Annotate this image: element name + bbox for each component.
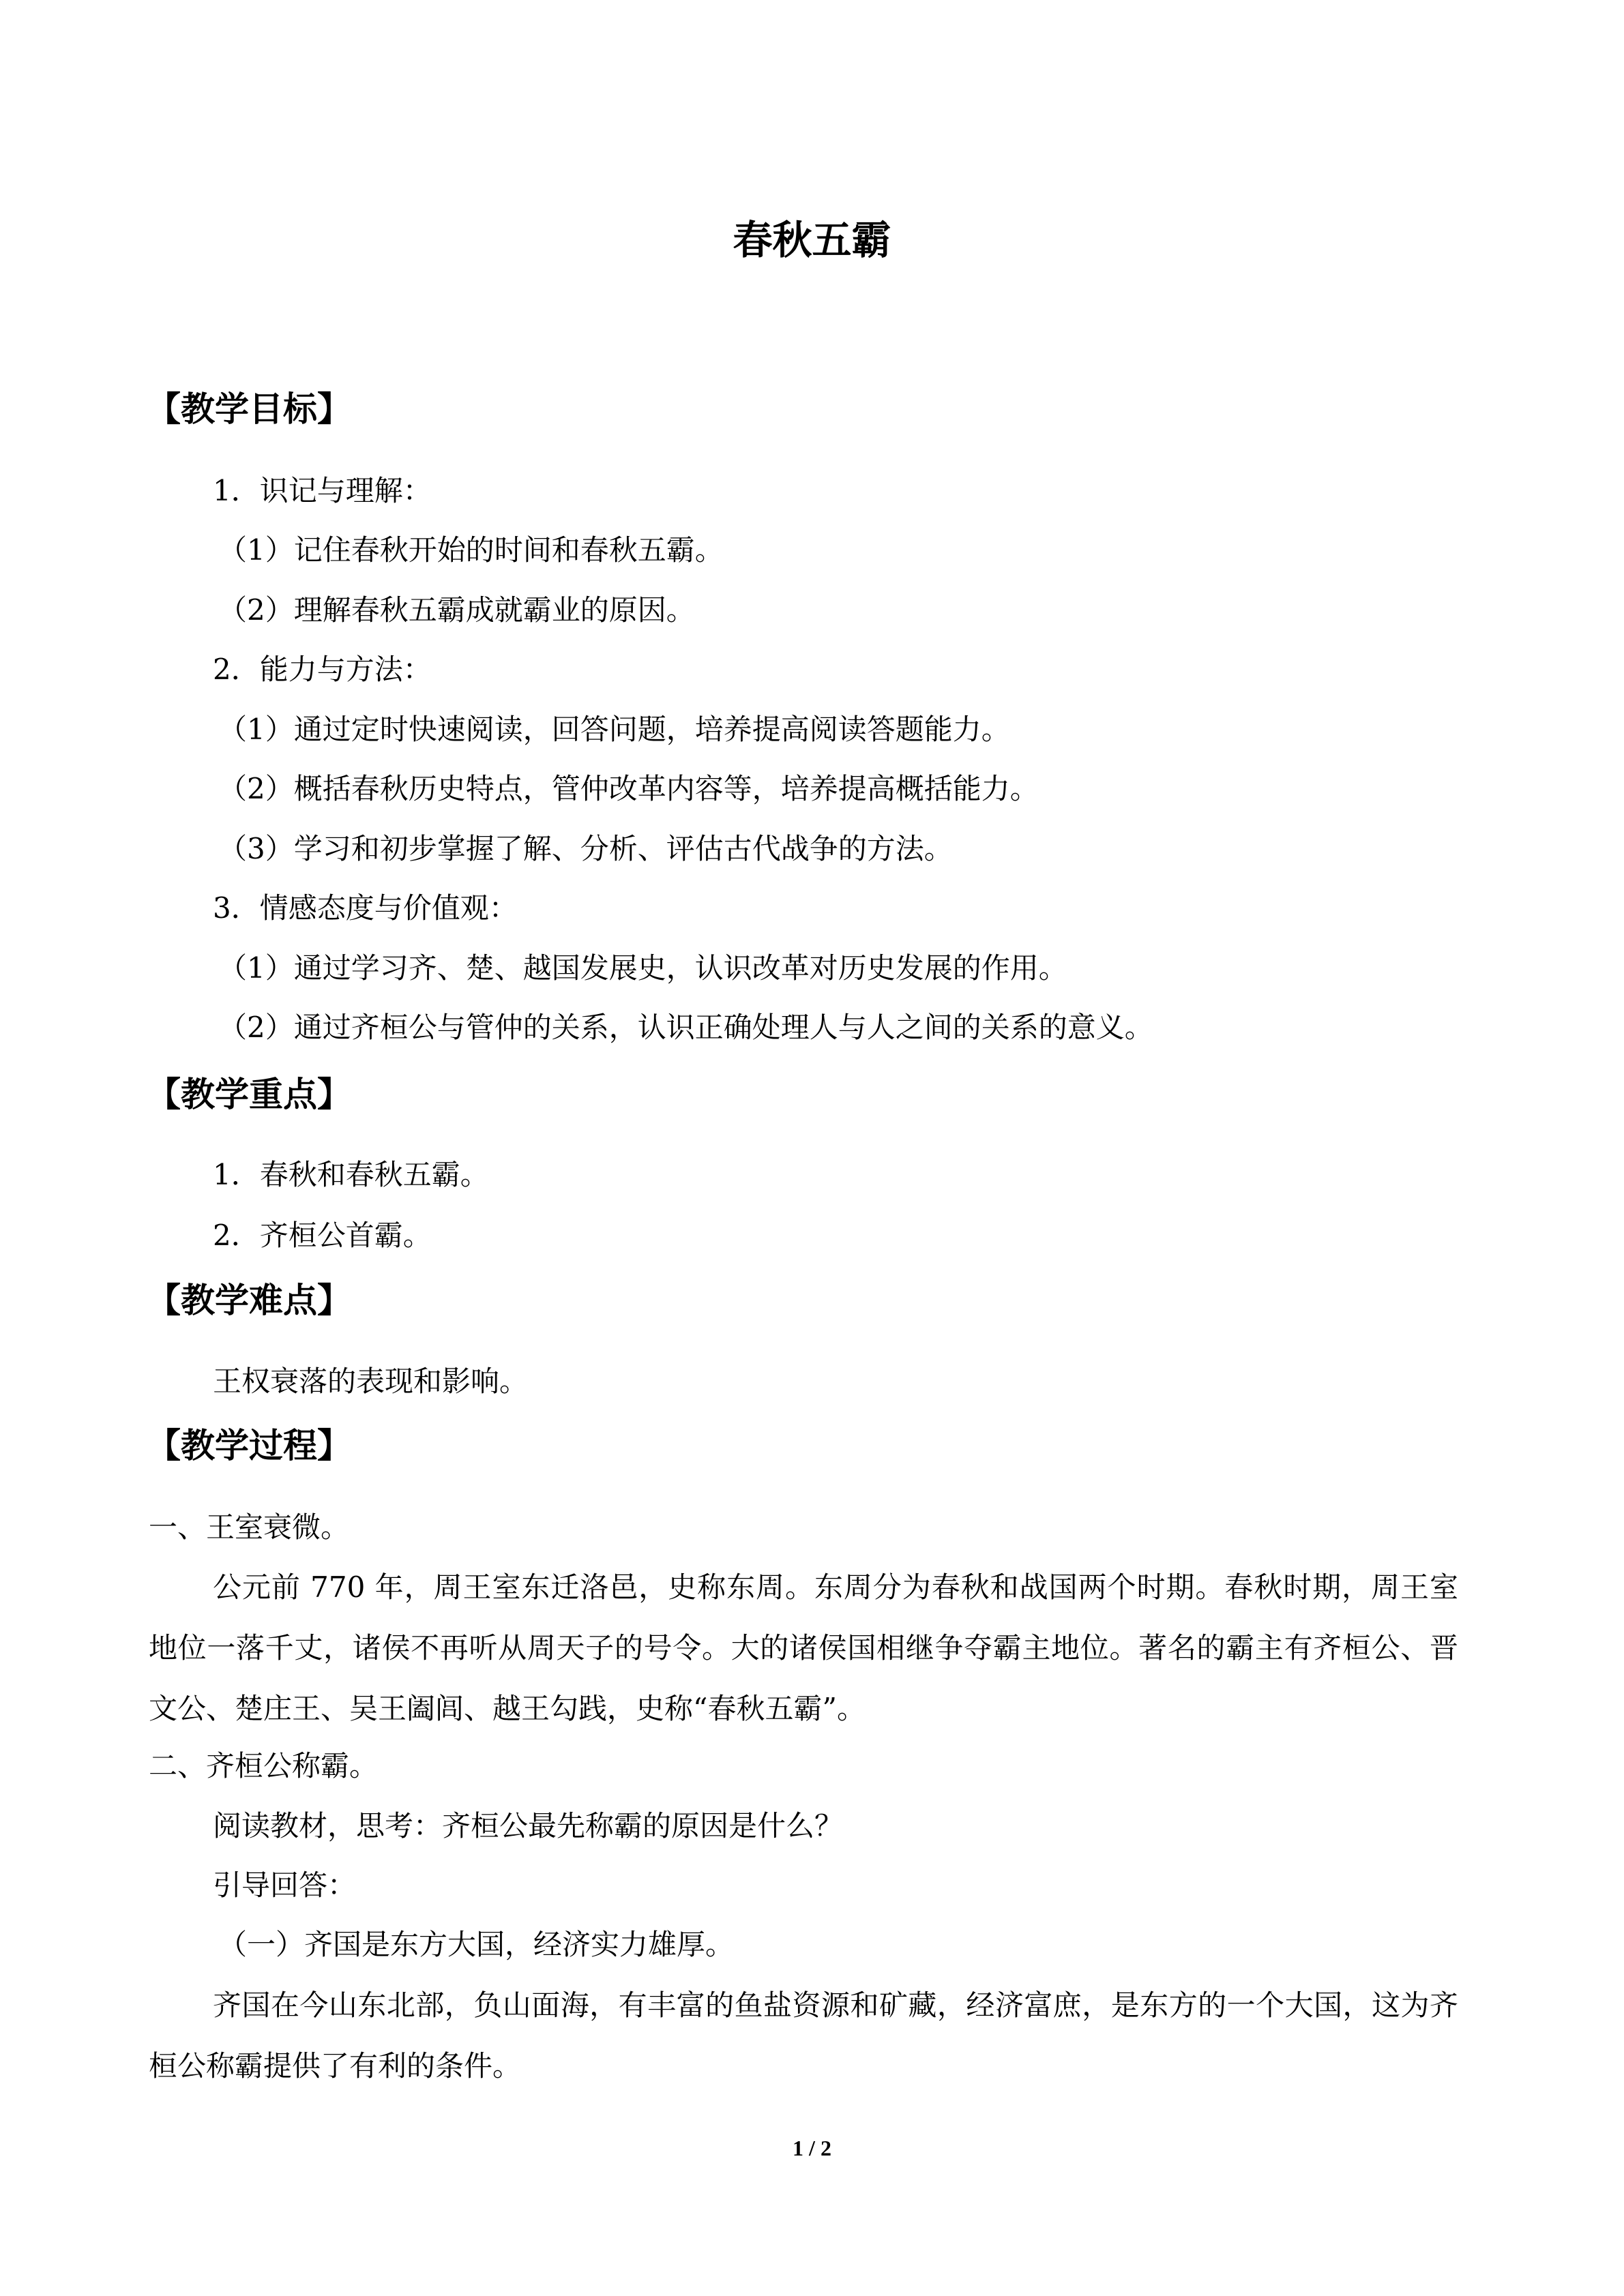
difficulties-heading: 【教学难点】 [147,1281,351,1320]
page-number: 1 / 2 [793,2136,831,2160]
process-heading: 【教学过程】 [147,1426,351,1465]
key-points-heading: 【教学重点】 [147,1075,351,1114]
process-part2-title: 二、齐桓公称霸。 [149,1749,379,1783]
document-title: 春秋五霸 [733,217,891,263]
process-part2-paragraph: 齐国在今山东北部，负山面海，有丰富的鱼盐资源和矿藏，经济富庶，是东方的一个大国，这为齐桓公称霸提供了有利的条件。 [149,1988,1458,2083]
objective-item-3-1: （1）通过学习齐、楚、越国发展史，认识改革对历史发展的作用。 [218,951,1067,985]
objective-item-1: 1．识记与理解： [213,474,432,507]
key-point-item-2: 2．齐桓公首霸。 [213,1219,432,1252]
process-part2-question: 阅读教材，思考：齐桓公最先称霸的原因是什么？ [213,1809,844,1843]
process-part1-title: 一、王室衰微。 [149,1510,350,1544]
process-part2-subheading: （一）齐国是东方大国，经济实力雄厚。 [218,1928,735,1961]
process-part1-paragraph: 公元前 770 年，周王室东迁洛邑，史称东周。东周分为春秋和战国两个时期。春秋时期，周王室地位一落千丈，诸侯不再听从周天子的号令。大的诸侯国相继争夺霸主地位。著名的霸主有齐桓公、晋文公、楚庄王、吴王阖闾、越王勾践，史称“春秋五霸”。 [149,1570,1458,1725]
objective-item-3-2: （2）通过齐桓公与管仲的关系，认识正确处理人与人之间的关系的意义。 [218,1011,1153,1044]
objective-item-1-1: （1）记住春秋开始的时间和春秋五霸。 [218,533,724,567]
objective-item-1-2: （2）理解春秋五霸成就霸业的原因。 [218,593,695,627]
objectives-heading: 【教学目标】 [147,389,351,429]
objective-item-2-2: （2）概括春秋历史特点，管仲改革内容等，培养提高概括能力。 [218,772,1039,805]
difficulties-text: 王权衰落的表现和影响。 [213,1365,529,1398]
objective-item-2-1: （1）通过定时快速阅读，回答问题，培养提高阅读答题能力。 [218,713,1010,746]
key-point-item-1: 1．春秋和春秋五霸。 [213,1158,489,1191]
objective-item-2-3: （3）学习和初步掌握了解、分析、评估古代战争的方法。 [218,832,953,865]
process-part2-guide: 引导回答： [213,1868,357,1902]
objective-item-2: 2．能力与方法： [213,653,432,686]
objective-item-3: 3．情感态度与价值观： [213,891,518,925]
